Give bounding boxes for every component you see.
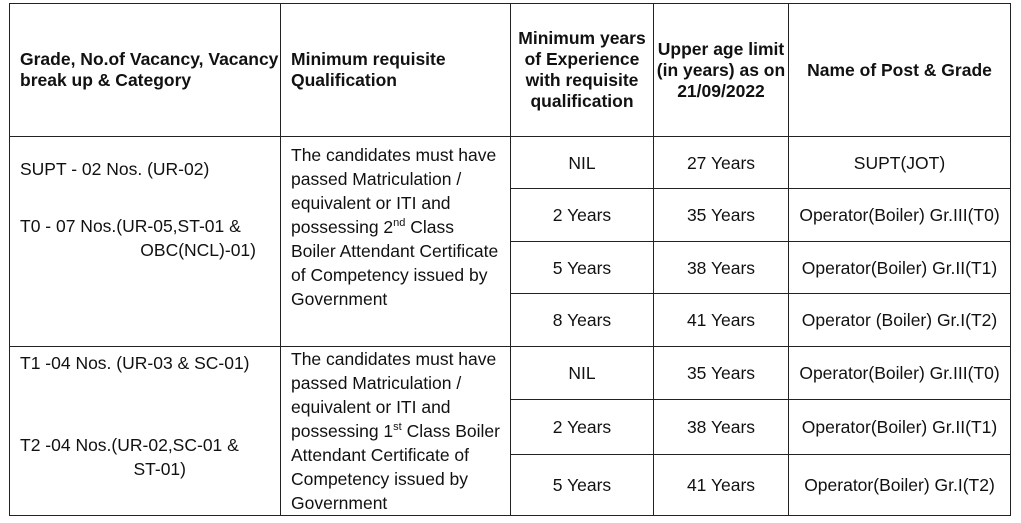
table-row (10, 137, 1011, 189)
experience-cell: NIL (511, 137, 654, 189)
grade-t2-line2: ST-01) (133, 459, 186, 479)
experience-cell: 2 Years (511, 189, 654, 242)
grade-cell-group1 (10, 137, 281, 347)
qualification-cell-group1 (281, 137, 511, 347)
age-cell: 35 Years (654, 347, 789, 400)
grade-t2-line1: T2 -04 Nos.(UR-02,SC-01 & (20, 435, 239, 455)
age-cell: 27 Years (654, 137, 789, 189)
post-cell: Operator(Boiler) Gr.I(T2) (789, 454, 1011, 515)
qualification-cell-group2 (281, 347, 511, 516)
qualification-2-text-end: Class Boiler Attendant Certificate of Competency issued by Government (291, 421, 500, 513)
grade-supt: SUPT - 02 Nos. (UR-02) (20, 159, 210, 179)
grade-t1: T1 -04 Nos. (UR-03 & SC-01) (20, 353, 250, 373)
age-cell: 41 Years (654, 454, 789, 515)
age-cell: 35 Years (654, 189, 789, 242)
header-grade: Grade, No.of Vacancy, Vacancy break up & Category (10, 4, 281, 137)
post-cell: SUPT(JOT) (789, 137, 1011, 189)
post-cell: Operator(Boiler) Gr.III(T0) (789, 189, 1011, 242)
qualification-1-sup: nd (393, 217, 406, 230)
post-cell: Operator (Boiler) Gr.I(T2) (789, 294, 1011, 347)
header-row (10, 4, 1011, 137)
age-cell: 41 Years (654, 294, 789, 347)
experience-cell: 8 Years (511, 294, 654, 347)
table-row (10, 347, 1011, 400)
qualification-1-text-end: Class Boiler Attendant Certificate of Competency issued by Government (291, 217, 499, 309)
recruitment-table (9, 3, 1011, 516)
post-cell: Operator(Boiler) Gr.III(T0) (789, 347, 1011, 400)
header-experience: Minimum years of Experience with requisite qualification (511, 4, 654, 137)
header-post: Name of Post & Grade (789, 4, 1011, 137)
experience-cell: 5 Years (511, 454, 654, 515)
qualification-2-text: The candidates must have passed Matriculation / equivalent or ITI and possessing 1 (291, 349, 497, 441)
age-cell: 38 Years (654, 242, 789, 294)
grade-t0-line2: OBC(NCL)-01) (140, 240, 256, 260)
post-cell: Operator(Boiler) Gr.II(T1) (789, 400, 1011, 454)
grade-t0-line1: T0 - 07 Nos.(UR-05,ST-01 & (20, 216, 241, 236)
header-qualification: Minimum requisite Qualification (281, 4, 511, 137)
experience-cell: 5 Years (511, 242, 654, 294)
qualification-1-text: The candidates must have passed Matriculation / equivalent or ITI and possessing 2 (291, 145, 497, 237)
experience-cell: NIL (511, 347, 654, 400)
qualification-2-sup: st (393, 421, 402, 434)
age-cell: 38 Years (654, 400, 789, 454)
post-cell: Operator(Boiler) Gr.II(T1) (789, 242, 1011, 294)
grade-cell-group2 (10, 347, 281, 516)
experience-cell: 2 Years (511, 400, 654, 454)
header-age: Upper age limit (in years) as on 21/09/2022 (654, 4, 789, 137)
